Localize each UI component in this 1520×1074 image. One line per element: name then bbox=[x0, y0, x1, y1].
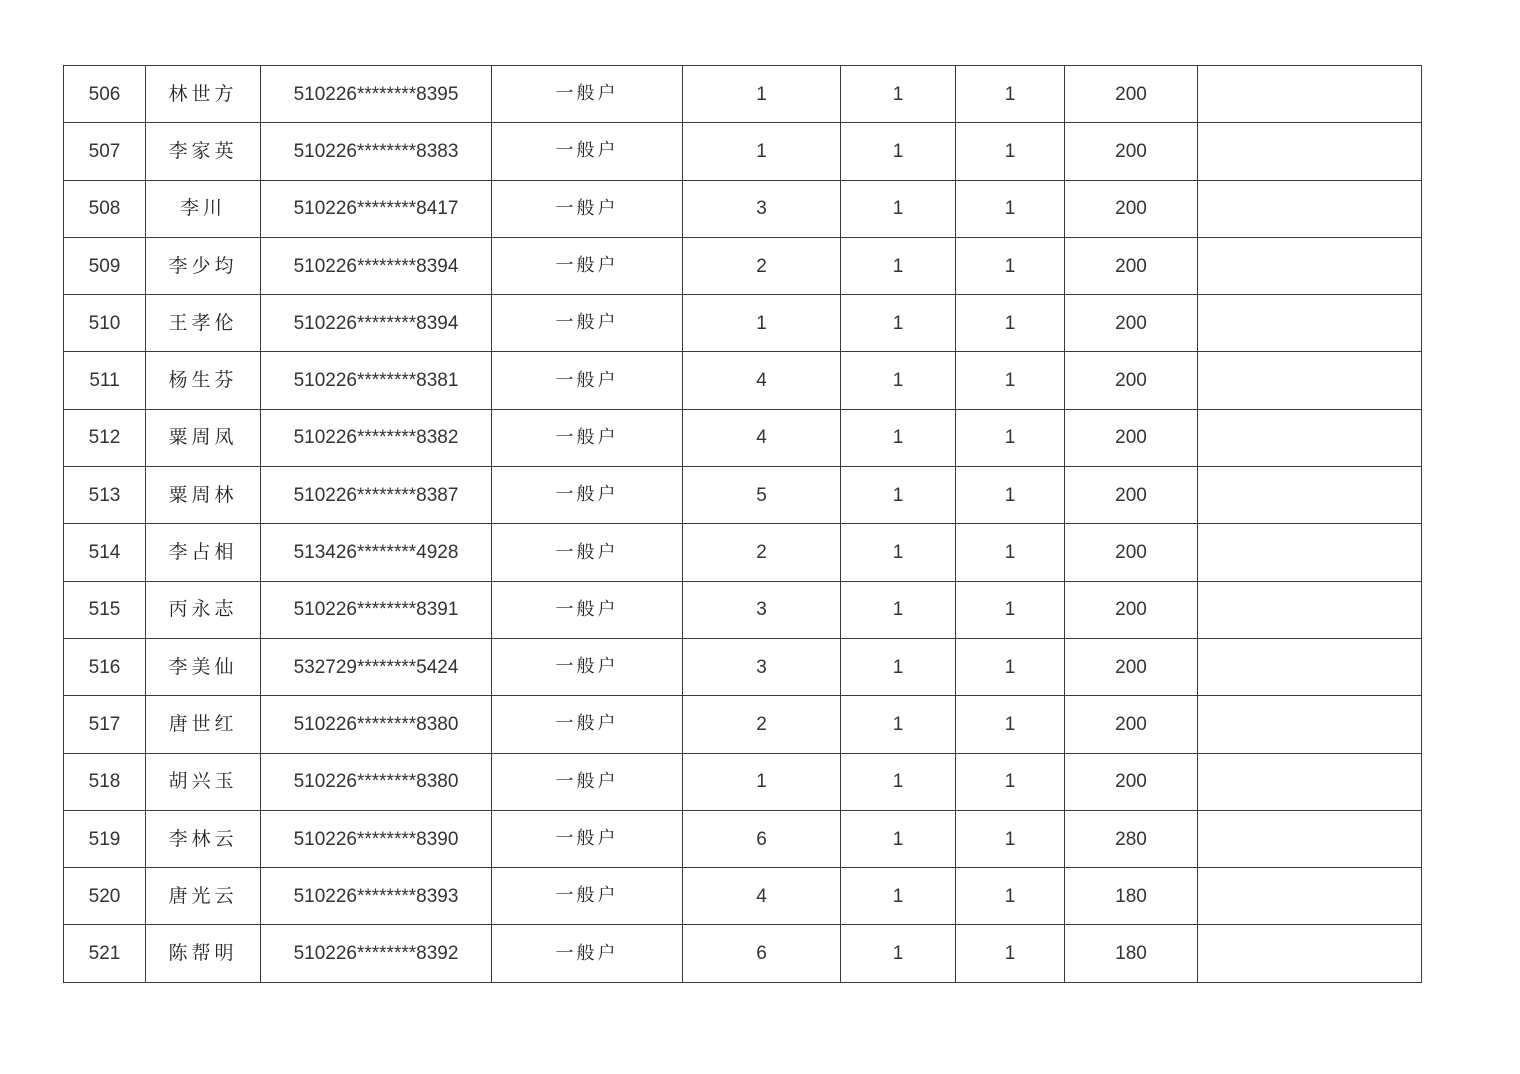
cell-household-size: 6 bbox=[683, 925, 841, 982]
cell-col7: 1 bbox=[956, 237, 1065, 294]
cell-serial-number: 509 bbox=[64, 237, 146, 294]
cell-id-number: 510226********8393 bbox=[261, 868, 492, 925]
cell-remark bbox=[1198, 581, 1422, 638]
cell-serial-number: 510 bbox=[64, 295, 146, 352]
cell-remark bbox=[1198, 810, 1422, 867]
cell-household-type: 一般户 bbox=[492, 180, 683, 237]
cell-col6: 1 bbox=[841, 352, 956, 409]
cell-remark bbox=[1198, 868, 1422, 925]
cell-remark bbox=[1198, 295, 1422, 352]
cell-remark bbox=[1198, 180, 1422, 237]
cell-household-size: 5 bbox=[683, 467, 841, 524]
cell-col6: 1 bbox=[841, 467, 956, 524]
cell-name: 唐光云 bbox=[146, 868, 261, 925]
cell-household-size: 1 bbox=[683, 123, 841, 180]
cell-remark bbox=[1198, 409, 1422, 466]
cell-household-type: 一般户 bbox=[492, 638, 683, 695]
cell-col6: 1 bbox=[841, 753, 956, 810]
cell-household-size: 4 bbox=[683, 409, 841, 466]
cell-col6: 1 bbox=[841, 581, 956, 638]
cell-amount: 200 bbox=[1065, 696, 1198, 753]
cell-household-size: 6 bbox=[683, 810, 841, 867]
cell-serial-number: 513 bbox=[64, 467, 146, 524]
cell-col7: 1 bbox=[956, 66, 1065, 123]
cell-id-number: 510226********8387 bbox=[261, 467, 492, 524]
cell-name: 林世方 bbox=[146, 66, 261, 123]
cell-household-size: 2 bbox=[683, 237, 841, 294]
cell-col7: 1 bbox=[956, 180, 1065, 237]
cell-col6: 1 bbox=[841, 925, 956, 982]
cell-col7: 1 bbox=[956, 295, 1065, 352]
cell-household-type: 一般户 bbox=[492, 810, 683, 867]
cell-col7: 1 bbox=[956, 696, 1065, 753]
cell-name: 李少均 bbox=[146, 237, 261, 294]
cell-col6: 1 bbox=[841, 123, 956, 180]
cell-name: 王孝伦 bbox=[146, 295, 261, 352]
cell-name: 粟周凤 bbox=[146, 409, 261, 466]
cell-col6: 1 bbox=[841, 295, 956, 352]
cell-id-number: 510226********8391 bbox=[261, 581, 492, 638]
cell-col6: 1 bbox=[841, 409, 956, 466]
cell-household-type: 一般户 bbox=[492, 925, 683, 982]
cell-amount: 280 bbox=[1065, 810, 1198, 867]
cell-amount: 200 bbox=[1065, 467, 1198, 524]
cell-col6: 1 bbox=[841, 868, 956, 925]
cell-id-number: 510226********8383 bbox=[261, 123, 492, 180]
cell-household-type: 一般户 bbox=[492, 409, 683, 466]
cell-remark bbox=[1198, 467, 1422, 524]
table-row bbox=[64, 352, 1422, 409]
cell-household-size: 1 bbox=[683, 753, 841, 810]
cell-amount: 200 bbox=[1065, 295, 1198, 352]
cell-remark bbox=[1198, 753, 1422, 810]
cell-remark bbox=[1198, 352, 1422, 409]
cell-serial-number: 514 bbox=[64, 524, 146, 581]
table-row bbox=[64, 524, 1422, 581]
cell-serial-number: 508 bbox=[64, 180, 146, 237]
cell-col7: 1 bbox=[956, 581, 1065, 638]
cell-id-number: 513426********4928 bbox=[261, 524, 492, 581]
cell-name: 粟周林 bbox=[146, 467, 261, 524]
cell-remark bbox=[1198, 123, 1422, 180]
cell-col7: 1 bbox=[956, 638, 1065, 695]
cell-amount: 200 bbox=[1065, 180, 1198, 237]
cell-remark bbox=[1198, 925, 1422, 982]
cell-remark bbox=[1198, 66, 1422, 123]
table-row bbox=[64, 868, 1422, 925]
table-row bbox=[64, 810, 1422, 867]
cell-name: 李家英 bbox=[146, 123, 261, 180]
table-body bbox=[64, 66, 1422, 983]
table-row bbox=[64, 123, 1422, 180]
cell-id-number: 510226********8417 bbox=[261, 180, 492, 237]
cell-amount: 200 bbox=[1065, 581, 1198, 638]
cell-col6: 1 bbox=[841, 810, 956, 867]
cell-serial-number: 512 bbox=[64, 409, 146, 466]
cell-col7: 1 bbox=[956, 352, 1065, 409]
table-row bbox=[64, 638, 1422, 695]
cell-col7: 1 bbox=[956, 753, 1065, 810]
cell-id-number: 510226********8380 bbox=[261, 696, 492, 753]
cell-id-number: 510226********8380 bbox=[261, 753, 492, 810]
cell-serial-number: 521 bbox=[64, 925, 146, 982]
table-row bbox=[64, 581, 1422, 638]
table-row bbox=[64, 753, 1422, 810]
cell-serial-number: 517 bbox=[64, 696, 146, 753]
cell-id-number: 510226********8394 bbox=[261, 295, 492, 352]
cell-name: 唐世红 bbox=[146, 696, 261, 753]
cell-col7: 1 bbox=[956, 524, 1065, 581]
cell-serial-number: 511 bbox=[64, 352, 146, 409]
cell-remark bbox=[1198, 696, 1422, 753]
cell-name: 李川 bbox=[146, 180, 261, 237]
cell-household-size: 4 bbox=[683, 868, 841, 925]
cell-serial-number: 506 bbox=[64, 66, 146, 123]
cell-household-type: 一般户 bbox=[492, 123, 683, 180]
cell-col6: 1 bbox=[841, 524, 956, 581]
household-table bbox=[63, 65, 1422, 983]
cell-serial-number: 515 bbox=[64, 581, 146, 638]
cell-id-number: 510226********8395 bbox=[261, 66, 492, 123]
table-row bbox=[64, 696, 1422, 753]
cell-amount: 200 bbox=[1065, 66, 1198, 123]
cell-household-size: 2 bbox=[683, 524, 841, 581]
cell-id-number: 510226********8382 bbox=[261, 409, 492, 466]
cell-id-number: 510226********8381 bbox=[261, 352, 492, 409]
cell-remark bbox=[1198, 638, 1422, 695]
cell-household-size: 3 bbox=[683, 638, 841, 695]
cell-household-size: 4 bbox=[683, 352, 841, 409]
cell-household-type: 一般户 bbox=[492, 352, 683, 409]
cell-name: 胡兴玉 bbox=[146, 753, 261, 810]
table-row bbox=[64, 295, 1422, 352]
cell-serial-number: 518 bbox=[64, 753, 146, 810]
cell-remark bbox=[1198, 524, 1422, 581]
cell-remark bbox=[1198, 237, 1422, 294]
cell-household-type: 一般户 bbox=[492, 295, 683, 352]
cell-col6: 1 bbox=[841, 638, 956, 695]
cell-name: 李美仙 bbox=[146, 638, 261, 695]
cell-serial-number: 519 bbox=[64, 810, 146, 867]
cell-amount: 180 bbox=[1065, 868, 1198, 925]
table-row bbox=[64, 409, 1422, 466]
cell-col7: 1 bbox=[956, 925, 1065, 982]
cell-household-type: 一般户 bbox=[492, 753, 683, 810]
cell-id-number: 510226********8392 bbox=[261, 925, 492, 982]
cell-col7: 1 bbox=[956, 467, 1065, 524]
cell-household-size: 1 bbox=[683, 295, 841, 352]
cell-col7: 1 bbox=[956, 868, 1065, 925]
cell-household-size: 3 bbox=[683, 581, 841, 638]
cell-serial-number: 507 bbox=[64, 123, 146, 180]
cell-serial-number: 520 bbox=[64, 868, 146, 925]
table-row bbox=[64, 180, 1422, 237]
cell-name: 杨生芬 bbox=[146, 352, 261, 409]
cell-household-type: 一般户 bbox=[492, 237, 683, 294]
cell-household-type: 一般户 bbox=[492, 581, 683, 638]
cell-id-number: 532729********5424 bbox=[261, 638, 492, 695]
cell-col7: 1 bbox=[956, 123, 1065, 180]
cell-col6: 1 bbox=[841, 180, 956, 237]
cell-name: 陈帮明 bbox=[146, 925, 261, 982]
cell-amount: 200 bbox=[1065, 638, 1198, 695]
cell-col6: 1 bbox=[841, 66, 956, 123]
cell-household-type: 一般户 bbox=[492, 66, 683, 123]
cell-amount: 200 bbox=[1065, 753, 1198, 810]
cell-household-type: 一般户 bbox=[492, 696, 683, 753]
cell-amount: 200 bbox=[1065, 524, 1198, 581]
cell-household-size: 3 bbox=[683, 180, 841, 237]
cell-household-type: 一般户 bbox=[492, 467, 683, 524]
cell-amount: 200 bbox=[1065, 352, 1198, 409]
table-row bbox=[64, 925, 1422, 982]
cell-id-number: 510226********8394 bbox=[261, 237, 492, 294]
cell-amount: 200 bbox=[1065, 409, 1198, 466]
cell-name: 丙永志 bbox=[146, 581, 261, 638]
cell-household-size: 2 bbox=[683, 696, 841, 753]
cell-household-type: 一般户 bbox=[492, 524, 683, 581]
cell-col6: 1 bbox=[841, 237, 956, 294]
table-row bbox=[64, 467, 1422, 524]
cell-household-type: 一般户 bbox=[492, 868, 683, 925]
cell-amount: 200 bbox=[1065, 237, 1198, 294]
cell-name: 李林云 bbox=[146, 810, 261, 867]
cell-amount: 180 bbox=[1065, 925, 1198, 982]
cell-col7: 1 bbox=[956, 810, 1065, 867]
cell-amount: 200 bbox=[1065, 123, 1198, 180]
cell-name: 李占相 bbox=[146, 524, 261, 581]
table-row bbox=[64, 66, 1422, 123]
cell-household-size: 1 bbox=[683, 66, 841, 123]
cell-col7: 1 bbox=[956, 409, 1065, 466]
cell-serial-number: 516 bbox=[64, 638, 146, 695]
cell-col6: 1 bbox=[841, 696, 956, 753]
table-row bbox=[64, 237, 1422, 294]
cell-id-number: 510226********8390 bbox=[261, 810, 492, 867]
